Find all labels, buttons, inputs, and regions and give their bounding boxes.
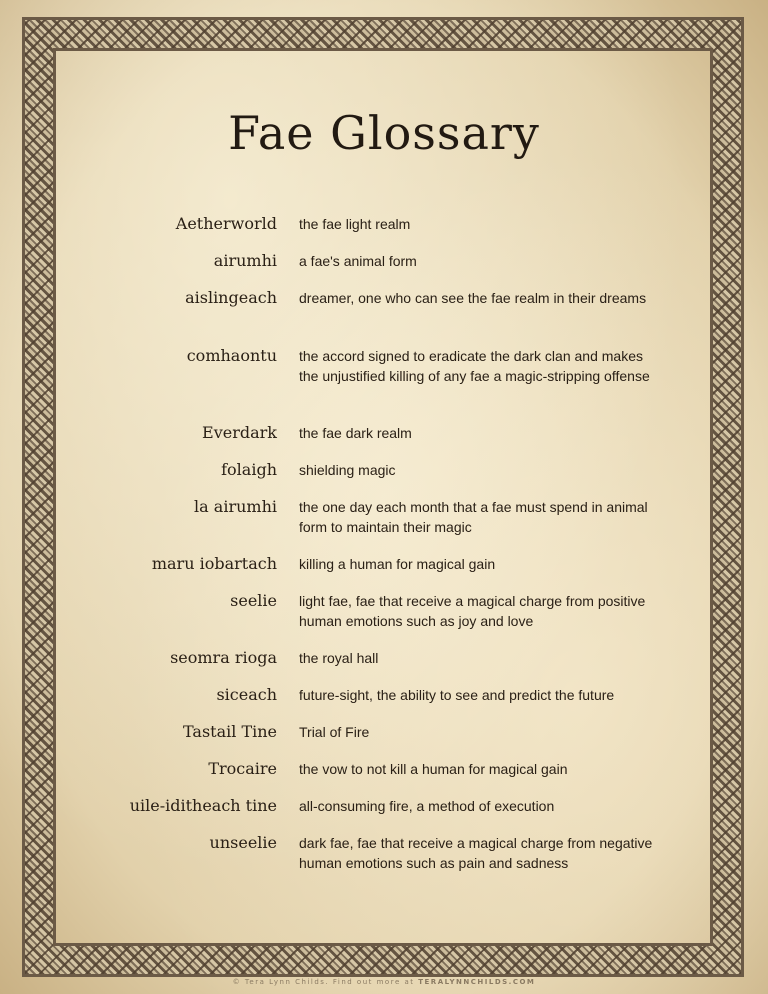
- page-title: Fae Glossary: [228, 106, 540, 160]
- glossary-definition: the accord signed to eradicate the dark clan and makes the unjustified killing of any fae a magic-stripping offense: [299, 348, 650, 384]
- glossary-definition: the royal hall: [299, 650, 379, 666]
- glossary-term: siceach: [216, 685, 277, 704]
- glossary-term: maru iobartach: [151, 554, 277, 573]
- glossary-term: Aetherworld: [175, 214, 277, 233]
- glossary-term: seomra rioga: [170, 648, 277, 667]
- glossary-definition: the vow to not kill a human for magical gain: [299, 761, 568, 777]
- glossary-definition: dark fae, fae that receive a magical charge from negative human emotions such as pain and sadness: [299, 835, 653, 871]
- glossary-definition: shielding magic: [299, 462, 396, 478]
- glossary-term: airumhi: [213, 251, 277, 270]
- copyright-footer: [0, 978, 768, 986]
- glossary-definition: the fae dark realm: [299, 425, 412, 441]
- copyright-text: © Tera Lynn Childs. Find out more at: [232, 978, 415, 986]
- glossary-definition: the one day each month that a fae must spend in animal form to maintain their magic: [299, 499, 648, 535]
- glossary-term: uile-iditheach tine: [129, 796, 277, 815]
- glossary-term: unseelie: [209, 833, 277, 852]
- glossary-term: Everdark: [202, 423, 277, 442]
- glossary-term: la airumhi: [194, 497, 277, 516]
- glossary-definition: killing a human for magical gain: [299, 556, 496, 572]
- glossary-term: Trocaire: [208, 759, 277, 778]
- glossary-definition: future-sight, the ability to see and predict the future: [299, 687, 615, 703]
- glossary-term: comhaontu: [186, 346, 277, 365]
- glossary-definition: dreamer, one who can see the fae realm in their dreams: [299, 290, 647, 306]
- glossary-definition: all-consuming fire, a method of execution: [299, 798, 555, 814]
- glossary-definition: the fae light realm: [299, 216, 411, 232]
- glossary-term: folaigh: [221, 460, 277, 479]
- glossary-term: Tastail Tine: [182, 722, 277, 741]
- website-link[interactable]: TERALYNNCHILDS.COM: [418, 978, 536, 986]
- glossary-definition: Trial of Fire: [299, 724, 370, 740]
- glossary-definition: light fae, fae that receive a magical charge from positive human emotions such as joy and love: [299, 593, 646, 629]
- glossary-term: seelie: [230, 591, 277, 610]
- glossary-term: aislingeach: [185, 288, 277, 307]
- glossary-definition: a fae's animal form: [299, 253, 417, 269]
